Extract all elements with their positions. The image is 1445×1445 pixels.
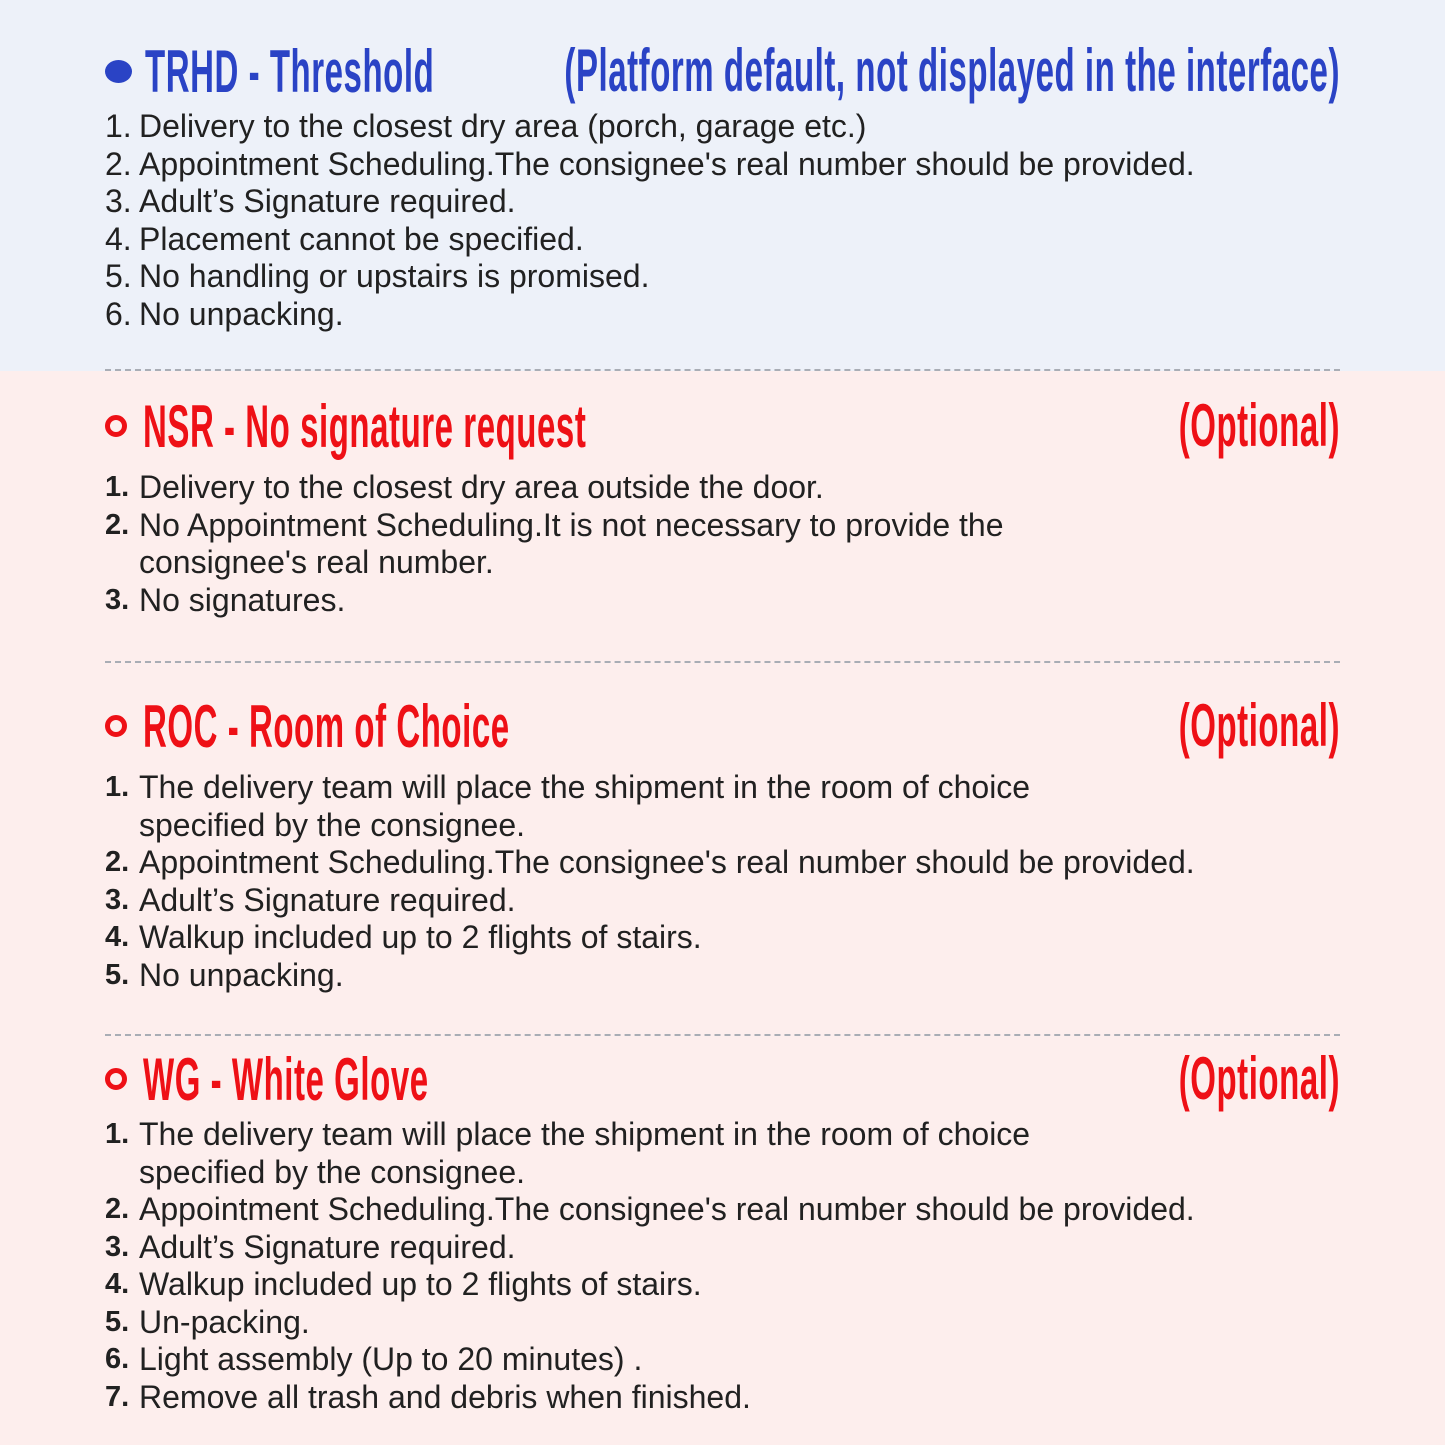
section-title: NSR - No signature request — [143, 392, 587, 460]
optional-services-area — [0, 371, 1445, 1445]
list-item-line: The delivery team will place the shipment in the room of choice — [139, 1116, 1031, 1152]
list-item — [105, 296, 1340, 334]
list-item-line: Un-packing. — [139, 1303, 310, 1340]
section-roc-room-of-choice — [105, 692, 1340, 994]
section-heading-wg — [105, 1045, 1340, 1113]
list-item-number: 2. — [105, 145, 132, 182]
list-item-number: 5. — [105, 258, 132, 294]
list-item — [105, 183, 1340, 221]
list-item-number: 5. — [105, 958, 130, 991]
list-item-number: 4. — [105, 220, 132, 257]
ring-circle-bullet-icon — [105, 1068, 127, 1090]
section-title: TRHD - Threshold — [145, 37, 435, 105]
nsr-list — [105, 469, 1340, 619]
section-heading-nsr — [105, 392, 1340, 460]
list-item-line: No handling or upstairs is promised. — [139, 258, 650, 294]
list-item-line: specified by the consignee. — [139, 806, 526, 843]
list-item-line: Walkup included up to 2 flights of stairs. — [139, 919, 702, 955]
list-item — [105, 146, 1340, 184]
list-item-line: Placement cannot be specified. — [139, 220, 584, 257]
list-item — [105, 507, 1340, 582]
list-item — [105, 957, 1340, 995]
dashed-divider — [105, 1034, 1340, 1036]
list-item-number: 4. — [105, 1268, 130, 1300]
list-item-number: 7. — [105, 1380, 130, 1413]
list-item-number: 6. — [105, 295, 132, 332]
list-item — [105, 919, 1340, 957]
list-item-number: 1. — [105, 471, 130, 503]
list-item — [105, 108, 1340, 146]
section-title: ROC - Room of Choice — [143, 692, 510, 760]
list-item-number: 6. — [105, 1343, 130, 1375]
ring-circle-bullet-icon — [105, 415, 127, 437]
list-item — [105, 1116, 1340, 1191]
list-item-number: 3. — [105, 883, 130, 916]
section-heading-roc — [105, 692, 1340, 760]
roc-list — [105, 769, 1340, 994]
section-note: (Optional) — [1178, 1045, 1340, 1112]
list-item-number: 4. — [105, 921, 130, 953]
list-item-number: 3. — [105, 583, 130, 616]
list-item-number: 3. — [105, 1230, 130, 1263]
list-item-line: Adult’s Signature required. — [139, 183, 516, 219]
list-item-line: Remove all trash and debris when finished. — [139, 1378, 751, 1415]
list-item — [105, 1229, 1340, 1267]
list-item-line: Light assembly (Up to 20 minutes) . — [139, 1341, 643, 1377]
list-item — [105, 1191, 1340, 1229]
section-nsr-no-signature — [105, 392, 1340, 619]
section-note: (Optional) — [1178, 392, 1340, 459]
wg-list — [105, 1116, 1340, 1416]
list-item-number: 1. — [105, 108, 132, 144]
list-item — [105, 844, 1340, 882]
list-item-line: consignee's real number. — [139, 544, 494, 580]
list-item-line: Delivery to the closest dry area outside the door. — [139, 469, 824, 505]
list-item-line: The delivery team will place the shipment in the room of choice — [139, 769, 1031, 805]
list-item — [105, 469, 1340, 507]
list-item-line: Adult’s Signature required. — [139, 1228, 516, 1265]
list-item — [105, 258, 1340, 296]
list-item-number: 1. — [105, 1118, 130, 1150]
trhd-list — [105, 108, 1340, 333]
list-item — [105, 1379, 1340, 1417]
list-item-number: 5. — [105, 1305, 130, 1338]
list-item-line: Appointment Scheduling.The consignee's real number should be provided. — [139, 844, 1195, 880]
list-item-line: No signatures. — [139, 581, 346, 618]
list-item — [105, 221, 1340, 259]
list-item-line: No Appointment Scheduling.It is not necessary to provide the — [139, 506, 1004, 543]
section-trhd-threshold — [0, 0, 1445, 371]
list-item-line: specified by the consignee. — [139, 1153, 526, 1190]
ring-circle-bullet-icon — [105, 715, 127, 737]
list-item-number: 3. — [105, 183, 132, 219]
list-item-line: Walkup included up to 2 flights of stairs. — [139, 1266, 702, 1302]
list-item — [105, 1304, 1340, 1342]
section-heading-trhd — [105, 37, 1340, 105]
list-item-number: 2. — [105, 846, 130, 878]
list-item-line: Delivery to the closest dry area (porch, garage etc.) — [139, 108, 867, 144]
list-item-number: 2. — [105, 1193, 130, 1225]
dashed-divider — [105, 661, 1340, 663]
list-item-line: No unpacking. — [139, 295, 344, 332]
list-item — [105, 1266, 1340, 1304]
list-item-line: Adult’s Signature required. — [139, 881, 516, 918]
list-item-line: Appointment Scheduling.The consignee's real number should be provided. — [139, 1191, 1195, 1227]
list-item — [105, 1341, 1340, 1379]
list-item-line: Appointment Scheduling.The consignee's real number should be provided. — [139, 145, 1195, 182]
section-title: WG - White Glove — [143, 1045, 429, 1113]
list-item — [105, 882, 1340, 920]
list-item-number: 1. — [105, 771, 130, 803]
section-note: (Optional) — [1178, 692, 1340, 759]
filled-circle-bullet-icon — [105, 60, 132, 83]
section-wg-white-glove — [105, 1045, 1340, 1416]
section-note: (Platform default, not displayed in the interface) — [564, 37, 1340, 104]
list-item — [105, 769, 1340, 844]
list-item — [105, 582, 1340, 620]
list-item-number: 2. — [105, 508, 130, 541]
list-item-line: No unpacking. — [139, 956, 344, 993]
